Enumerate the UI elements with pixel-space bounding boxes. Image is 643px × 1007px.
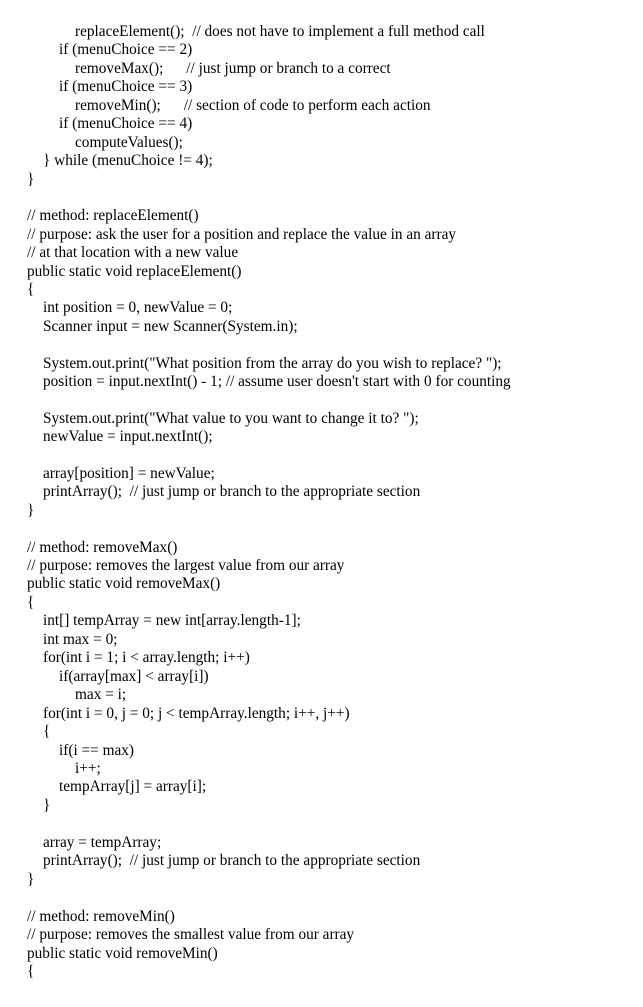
code-line: public static void removeMax() <box>27 575 221 592</box>
code-line: } <box>43 797 51 814</box>
code-line: Scanner input = new Scanner(System.in); <box>43 318 298 335</box>
code-line: if(i == max) <box>59 742 135 759</box>
code-line: { <box>27 963 35 980</box>
code-line: array = tempArray; <box>43 834 162 851</box>
code-line: array[position] = newValue; <box>43 465 215 482</box>
code-line: for(int i = 0, j = 0; j < tempArray.length; i++, j++) <box>43 705 350 722</box>
code-line: System.out.print("What position from the array do you wish to replace? "); <box>43 355 502 372</box>
code-line: if(array[max] < array[i]) <box>59 668 209 685</box>
code-line: if (menuChoice == 2) <box>59 41 193 58</box>
code-line: newValue = input.nextInt(); <box>43 428 213 445</box>
code-line: { <box>27 594 35 611</box>
code-line: int position = 0, newValue = 0; <box>43 299 233 316</box>
code-line: // purpose: removes the largest value from our array <box>27 557 345 574</box>
code-line: System.out.print("What value to you want to change it to? "); <box>43 410 419 427</box>
code-line: int[] tempArray = new int[array.length-1]; <box>43 612 301 629</box>
code-line: position = input.nextInt() - 1; // assume user doesn't start with 0 for counting <box>43 373 511 390</box>
code-line: // method: removeMin() <box>27 908 175 925</box>
code-line: public static void removeMin() <box>27 945 218 962</box>
code-line: if (menuChoice == 3) <box>59 78 193 95</box>
code-line: } <box>27 171 35 188</box>
code-line: if (menuChoice == 4) <box>59 115 193 132</box>
code-line: { <box>43 723 51 740</box>
code-line: computeValues(); <box>75 134 183 151</box>
code-line: removeMax(); // just jump or branch to a correct <box>75 60 391 77</box>
code-line: for(int i = 1; i < array.length; i++) <box>43 649 250 666</box>
code-line: } <box>27 502 35 519</box>
code-line: // method: replaceElement() <box>27 207 199 224</box>
code-line: printArray(); // just jump or branch to the appropriate section <box>43 852 421 869</box>
code-line: { <box>27 281 35 298</box>
code-line: removeMin(); // section of code to perform each action <box>75 97 431 114</box>
code-line: printArray(); // just jump or branch to the appropriate section <box>43 483 421 500</box>
code-line: // purpose: ask the user for a position and replace the value in an array <box>27 226 457 243</box>
code-line: i++; <box>75 760 101 777</box>
code-line: public static void replaceElement() <box>27 263 242 280</box>
code-line: } <box>27 871 35 888</box>
code-line: tempArray[j] = array[i]; <box>59 778 207 795</box>
code-line: // purpose: removes the smallest value from our array <box>27 926 355 943</box>
code-line: // method: removeMax() <box>27 539 178 556</box>
code-line: // at that location with a new value <box>27 244 239 261</box>
code-line: int max = 0; <box>43 631 118 648</box>
code-line: } while (menuChoice != 4); <box>43 152 213 169</box>
code-line: replaceElement(); // does not have to implement a full method call <box>75 23 485 40</box>
code-line: max = i; <box>75 686 127 703</box>
